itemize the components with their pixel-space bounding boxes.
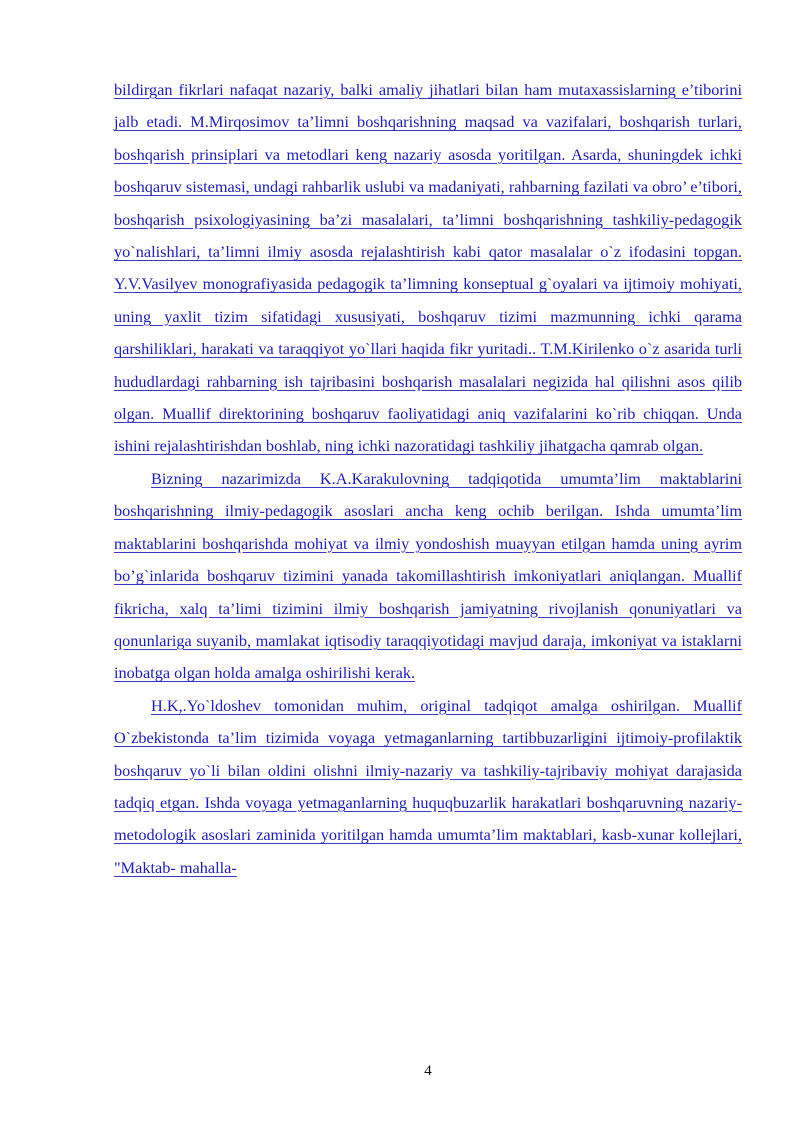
paragraph-3: H.K,.Yo`ldoshev tomonidan muhim, original tadqiqot amalga oshirilgan. Muallif O`zbekistonda ta’lim tizimida voyaga yetmaganlarning tartibbuzarligini ijtimoiy-profilaktik boshqaruv yo`li bilan oldini olishni ilmiy-nazariy va tashkiliy-tajribaviy mohiyat darajasida tadqiq etgan. Ishda voyaga yetmaganlarning huquqbuzarlik harakatlari boshqaruvning nazariy-metodologik asoslari zaminida yoritilgan hamda umumta’lim maktablari, kasb-xunar kollejlari, "Maktab- mahalla- — [114, 695, 742, 877]
document-page — [114, 74, 742, 884]
page-number: 4 — [424, 1063, 432, 1079]
paragraph-2: Bizning nazarimizda K.A.Karakulovning tadqiqotida umumta’lim maktablarini boshqarishning ilmiy-pedagogik asoslari ancha keng ochib berilgan. Ishda umumta’lim maktablarini boshqarishda mohiyat va ilmiy yondoshish muayyan etilgan hamda uning ayrim bo’g`inlarida boshqaruv tizimini yanada takomillashtirish imkoniyatlari aniqlangan. Muallif fikricha, xalq ta’limi tizimini ilmiy boshqarish jamiyatning rivojlanish qonuniyatlari va qonunlariga suyanib, mamlakat iqtisodiy taraqqiyotidagi mavjud daraja, imkoniyat va istaklarni inobatga olgan holda amalga oshirilishi kerak. — [114, 468, 742, 683]
paragraph-1: bildirgan fikrlari nafaqat nazariy, balki amaliy jihatlari bilan ham mutaxassislarning e’tiborini jalb etadi. M.Mirqosimov ta’limni boshqarishning maqsad va vazifalari, boshqarish turlari, boshqarish prinsiplari va metodlari keng nazariy asosda yoritilgan. Asarda, shuningdek ichki boshqaruv sistemasi, undagi rahbarlik uslubi va madaniyati, rahbarning fazilati va obro’ e’tibori, boshqarish psixologiyasining ba’zi masalalari, ta’limni boshqarishning tashkiliy-pedagogik yo`nalishlari, ta’limni ilmiy asosda rejalashtirish kabi qator masalalar o`z ifodasini topgan. Y.V.Vasilyev monografiyasida pedagogik ta’limning konseptual g`oyalari va ijtimoiy mohiyati, uning yaxlit tizim sifatidagi xususiyati, boshqaruv tizimi mazmunning ichki qarama qarshiliklari, harakati va taraqqiyot yo`llari haqida fikr yuritadi.. T.M.Kirilenko o`z asarida turli hududlardagi rahbarning ish tajribasini boshqarish masalalari negizida hal qilishni asos qilib olgan. Muallif direktorining boshqaruv faoliyatidagi aniq vazifalarini ko`rib chiqqan. Unda ishini rejalashtirishdan boshlab, ning ichki nazoratidagi tashkiliy jihatgacha qamrab olgan. — [114, 80, 742, 456]
